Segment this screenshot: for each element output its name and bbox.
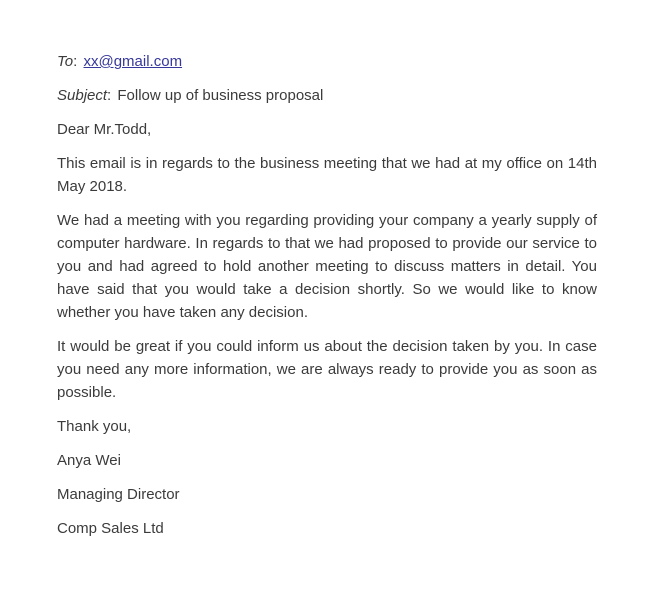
closing: Thank you, — [57, 418, 132, 435]
subject-label-separator: : — [107, 87, 112, 104]
to-label-separator: : — [73, 53, 78, 70]
body-paragraph-1: This email is in regards to the business meeting that we had at my office on 14th May 2018. — [57, 155, 597, 195]
body-paragraph-3: It would be great if you could inform us about the decision taken by you. In case you need any more information, we are always ready to provide you as soon as possible. — [57, 338, 597, 401]
signature-company: Comp Sales Ltd — [57, 520, 164, 537]
signature-title: Managing Director — [57, 486, 180, 503]
salutation: Dear Mr.Todd, — [57, 121, 152, 138]
to-label: To — [57, 53, 74, 70]
subject-line — [57, 84, 597, 107]
body-paragraph-2: We had a meeting with you regarding providing your company a yearly supply of computer hardware. In regards to that we had proposed to provide our service to you and had agreed to hold another meeting to discuss matters in detail. You have said that you would take a decision shortly. So we would like to know whether you have taken any decision. — [57, 212, 597, 321]
recipient-email-link[interactable]: xx@gmail.com — [83, 53, 183, 70]
to-line — [57, 50, 597, 73]
subject-label: Subject — [57, 87, 108, 104]
email-document — [57, 50, 597, 551]
signature-name: Anya Wei — [57, 452, 121, 469]
subject-text: Follow up of business proposal — [117, 87, 324, 104]
